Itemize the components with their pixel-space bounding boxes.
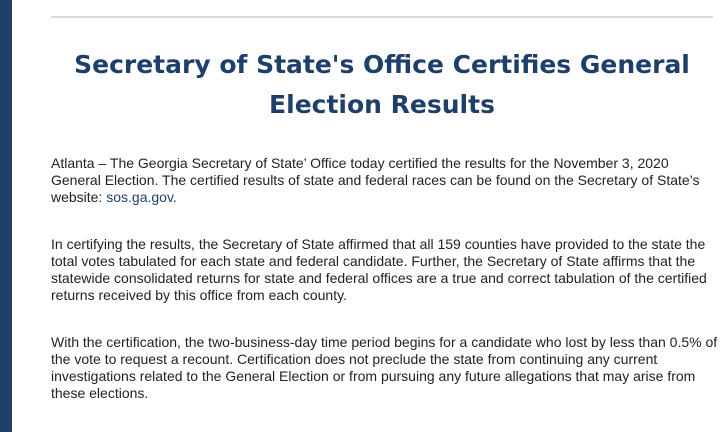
left-accent-bar: [0, 0, 12, 432]
article-paragraph-1: [51, 155, 719, 206]
paragraph-1-text: Atlanta – The Georgia Secretary of State’ Office today certified the results for the November 3, 2020 General Election. The certified results of state and federal races can be found on the Secretary of State’s website:: [51, 155, 700, 205]
top-divider: [51, 16, 713, 18]
sos-website-link[interactable]: sos.ga.gov: [106, 189, 173, 205]
article-paragraph-3: With the certification, the two-business-day time period begins for a candidate who lost by less than 0.5% of the vote to request a recount. Certification does not preclude the state from continuing any current investigations related to the General Election or from pursuing any future allegations that may arise from these elections.: [51, 334, 718, 401]
paragraph-1-end: .: [172, 189, 177, 205]
article-paragraph-2: In certifying the results, the Secretary of State affirmed that all 159 counties have provided to the state the total votes tabulated for each state and federal candidate. Further, the Secretary of State affirms that the statewide consolidated returns for state and federal offices are a true and correct tabulation of the certified returns received by this office from each county.: [51, 236, 707, 303]
page-title: Secretary of State's Office Certifies General Election Results: [74, 50, 690, 119]
